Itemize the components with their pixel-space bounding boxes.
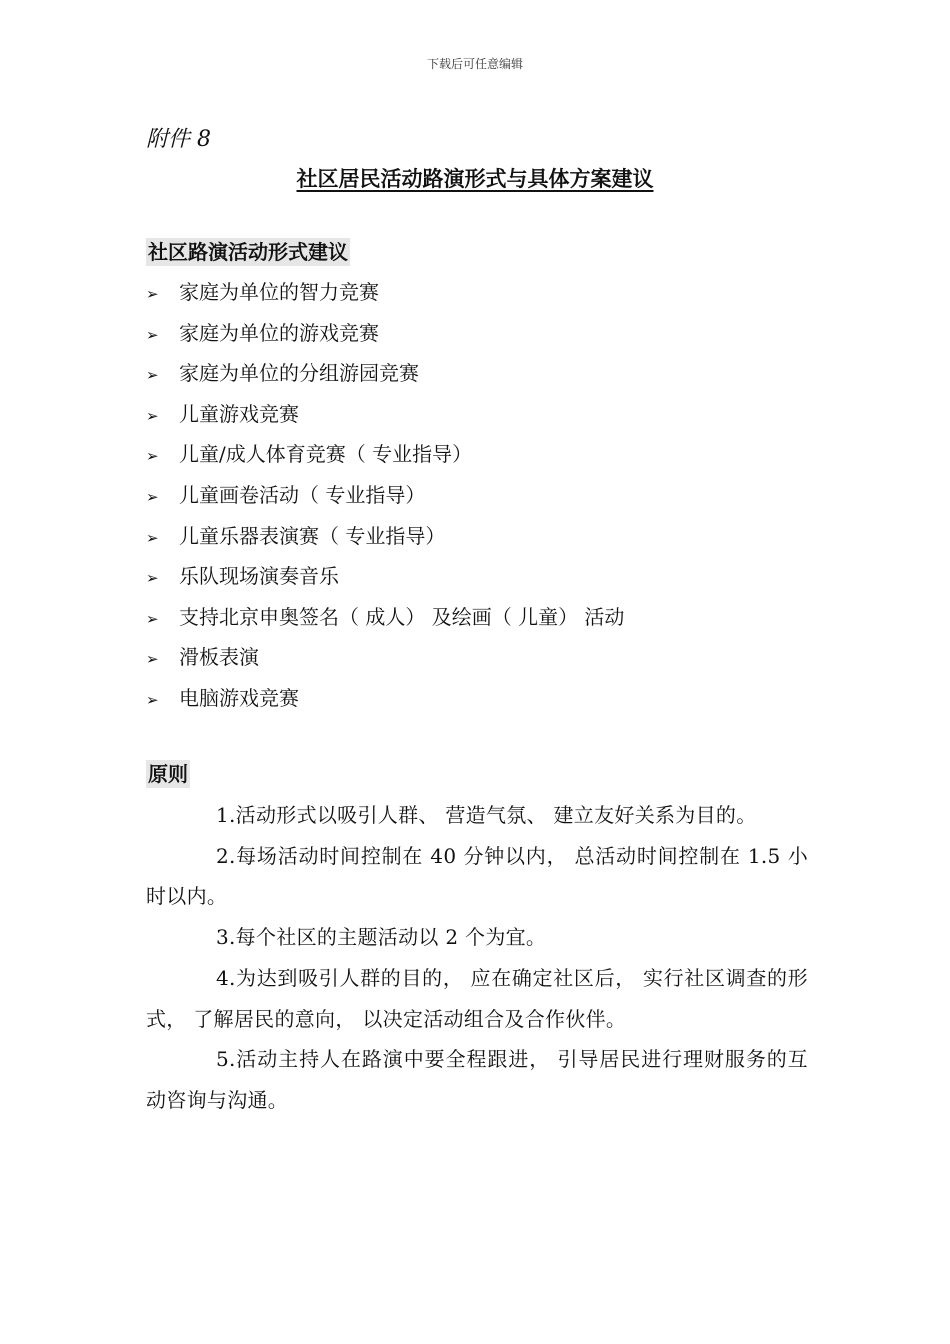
list-item-text: 儿童游戏竞赛	[179, 401, 299, 426]
list-item	[146, 556, 624, 597]
arrow-bullet-icon: ➢	[146, 650, 159, 669]
arrow-bullet-icon: ➢	[146, 569, 159, 588]
section-heading-activity-forms: 社区路演活动形式建议	[148, 240, 348, 264]
arrow-bullet-icon: ➢	[146, 487, 159, 506]
list-item	[146, 678, 624, 719]
list-item	[146, 597, 624, 638]
page-header-note: 下载后可任意编辑	[426, 57, 523, 71]
list-item-text: 家庭为单位的分组游园竞赛	[179, 361, 419, 386]
arrow-bullet-icon: ➢	[146, 528, 159, 547]
arrow-bullet-icon: ➢	[146, 285, 159, 303]
arrow-bullet-icon: ➢	[146, 447, 159, 466]
section-heading-principles: 原则	[148, 762, 188, 786]
arrow-bullet-icon: ➢	[146, 690, 159, 709]
list-item	[146, 313, 624, 354]
list-item	[146, 272, 624, 313]
list-item-text: 电脑游戏竞赛	[179, 685, 299, 710]
list-item-text: 儿童画卷活动（ 专业指导）	[179, 482, 426, 507]
list-item-text: 家庭为单位的智力竞赛	[179, 280, 379, 304]
list-item	[146, 394, 624, 435]
arrow-bullet-icon: ➢	[146, 406, 159, 425]
list-item-text: 儿童/成人体育竞赛（ 专业指导）	[179, 442, 473, 467]
arrow-bullet-icon: ➢	[146, 366, 159, 385]
attachment-label: 附件 8	[146, 127, 211, 152]
principle-paragraph: 3.每个社区的主题活动以 2 个为宜。	[216, 925, 547, 950]
principle-paragraph: 4.为达到吸引人群的目的， 应在确定社区后， 实行社区调查的形式， 了解居民的意向， 以决定活动组合及合作伙伴。	[146, 965, 808, 1031]
list-item	[146, 516, 624, 557]
list-item	[146, 637, 624, 678]
list-item	[146, 353, 624, 394]
principle-paragraph: 5.活动主持人在路演中要全程跟进， 引导居民进行理财服务的互动咨询与沟通。	[146, 1047, 808, 1112]
arrow-bullet-icon: ➢	[146, 609, 159, 628]
activity-forms-list	[146, 272, 624, 719]
list-item-text: 滑板表演	[179, 645, 259, 670]
list-item	[146, 475, 624, 516]
list-item-text: 家庭为单位的游戏竞赛	[179, 320, 379, 345]
list-item-text: 支持北京申奥签名（ 成人） 及绘画（ 儿童） 活动	[179, 604, 625, 629]
list-item-text: 乐队现场演奏音乐	[179, 564, 339, 589]
document-title: 社区居民活动路演形式与具体方案建议	[296, 166, 654, 191]
principles-body	[146, 795, 808, 1121]
principle-paragraph: 2.每场活动时间控制在 40 分钟以内， 总活动时间控制在 1.5 小时以内。	[146, 843, 808, 909]
list-item	[146, 434, 624, 475]
arrow-bullet-icon: ➢	[146, 325, 159, 344]
list-item-text: 儿童乐器表演赛（ 专业指导）	[179, 523, 446, 548]
principle-paragraph: 1.活动形式以吸引人群、 营造气氛、 建立友好关系为目的。	[216, 803, 757, 827]
